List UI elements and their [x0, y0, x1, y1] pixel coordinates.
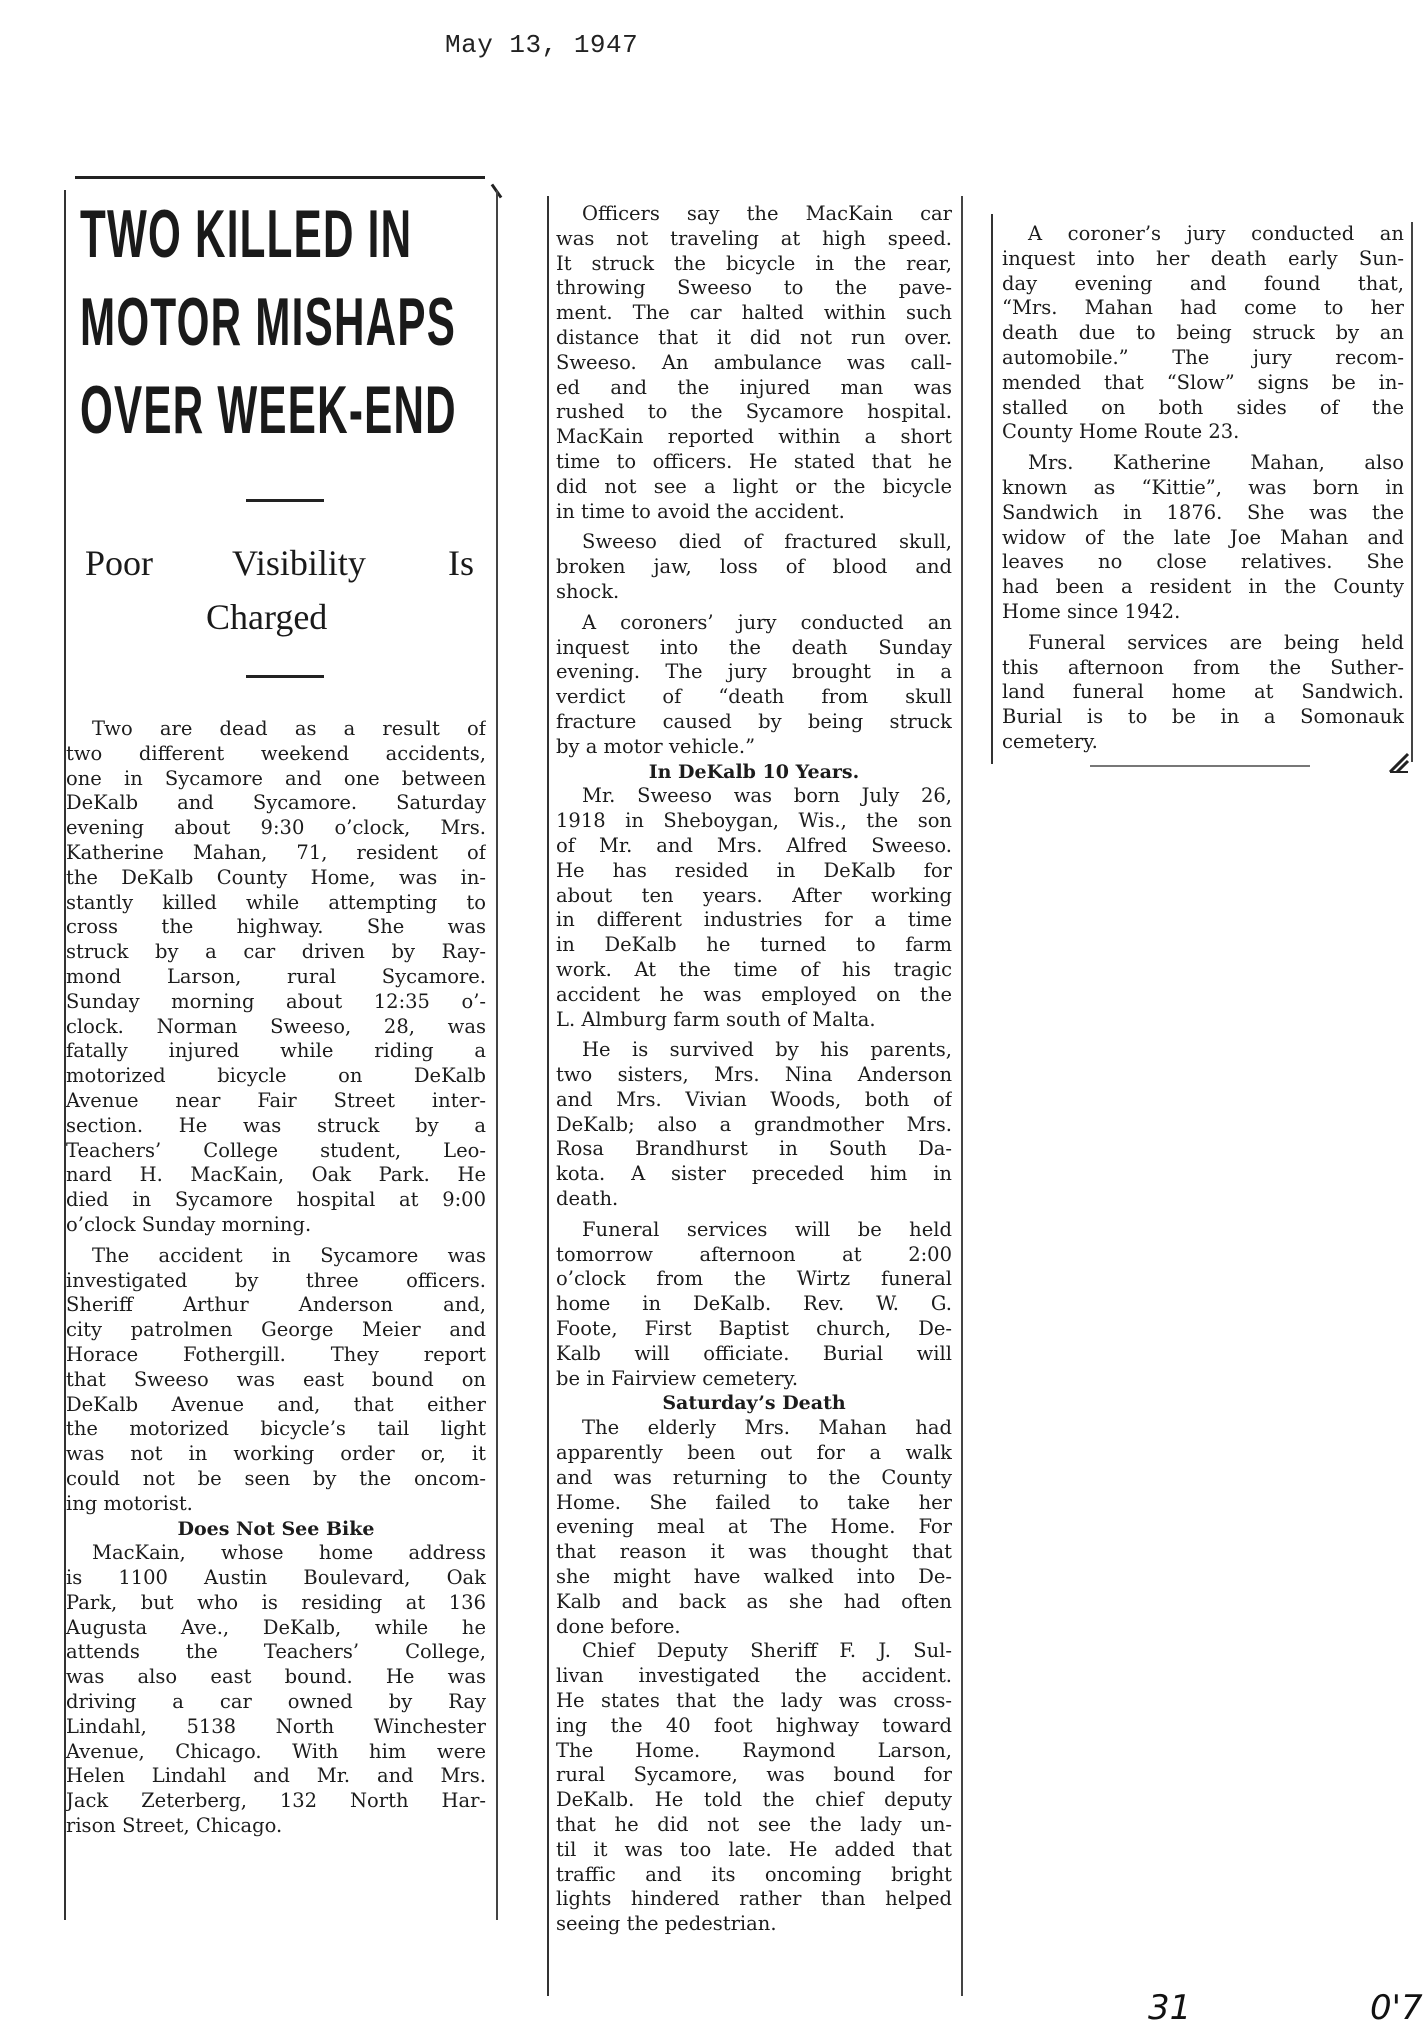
- text-line: MacKain, whose home address: [92, 1541, 486, 1565]
- text-line: rison Street, Chicago.: [66, 1814, 283, 1838]
- text-line: she might have walked into De-: [556, 1565, 952, 1589]
- handwritten-page-number: 31: [1148, 1988, 1192, 2028]
- text-line: broken jaw, loss of blood and: [556, 555, 952, 579]
- text-line: Lindahl, 5138 North Winchester: [66, 1714, 486, 1738]
- text-line: home in DeKalb. Rev. W. G.: [556, 1292, 952, 1316]
- text-line: was not traveling at high speed.: [556, 226, 952, 250]
- text-line: be in Fairview cemetery.: [556, 1366, 799, 1390]
- text-line: Home. She failed to take her: [556, 1490, 952, 1514]
- text-line: one in Sycamore and one between: [66, 766, 486, 790]
- text-line: day evening and found that,: [1002, 271, 1404, 295]
- text-line: Funeral services are being held: [1028, 630, 1404, 654]
- column1-right-border: [496, 190, 498, 1920]
- subheadline-divider: [246, 675, 324, 678]
- top-rule: [75, 176, 485, 179]
- text-line: DeKalb Avenue and, that either: [66, 1392, 486, 1416]
- text-line: o’clock from the Wirtz funeral: [556, 1267, 952, 1291]
- text-line: was not in working order or, it: [66, 1442, 486, 1466]
- text-line: Sunday morning about 12:35 o’-: [66, 989, 486, 1013]
- column3-left-border: [991, 214, 993, 764]
- text-line: stalled on both sides of the: [1002, 395, 1404, 419]
- text-line: distance that it did not run over.: [556, 325, 952, 349]
- text-line: He states that the lady was cross-: [556, 1689, 952, 1713]
- text-line: Katherine Mahan, 71, resident of: [66, 840, 486, 864]
- column3-bottom-rule: [1090, 765, 1310, 767]
- text-line: apparently been out for a walk: [556, 1441, 952, 1465]
- text-line: is 1100 Austin Boulevard, Oak: [66, 1566, 486, 1590]
- text-line: mond Larson, rural Sycamore.: [66, 964, 486, 988]
- text-line: fracture caused by being struck: [556, 709, 952, 733]
- text-line: ment. The car halted within such: [556, 301, 952, 325]
- text-line: He is survived by his parents,: [582, 1038, 952, 1062]
- subheadline-line-2: Charged: [206, 597, 328, 637]
- text-line: Augusta Ave., DeKalb, while he: [66, 1615, 486, 1639]
- section-subheading: Saturday’s Death: [662, 1392, 846, 1415]
- text-line: The accident in Sycamore was: [92, 1243, 486, 1267]
- text-line: ed and the injured man was: [556, 375, 952, 399]
- text-line: 1918 in Sheboygan, Wis., the son: [556, 809, 952, 833]
- headline-line-2: MOTOR MISHAPS: [80, 284, 457, 360]
- text-line: section. He was struck by a: [66, 1113, 486, 1137]
- text-line: traffic and its oncoming bright: [556, 1862, 952, 1886]
- text-line: Funeral services will be held: [582, 1217, 952, 1241]
- text-line: in DeKalb he turned to farm: [556, 933, 952, 957]
- text-line: Chief Deputy Sheriff F. J. Sul-: [582, 1639, 952, 1663]
- text-line: in different industries for a time: [556, 908, 952, 932]
- text-line: livan investigated the accident.: [556, 1664, 952, 1688]
- text-line: Burial is to be in a Somonauk: [1002, 705, 1404, 729]
- text-line: rural Sycamore, was bound for: [556, 1763, 952, 1787]
- section-subheading: In DeKalb 10 Years.: [648, 760, 860, 783]
- text-line: died in Sycamore hospital at 9:00: [66, 1188, 486, 1212]
- text-line: death due to being struck by an: [1002, 321, 1404, 345]
- text-line: in time to avoid the accident.: [556, 499, 845, 523]
- column2-right-border: [961, 196, 963, 1996]
- text-line: Sweeso. An ambulance was call-: [556, 350, 952, 374]
- text-line: automobile.” The jury recom-: [1002, 345, 1404, 369]
- text-line: that reason it was thought that: [556, 1540, 952, 1564]
- text-line: by a motor vehicle.”: [556, 734, 756, 758]
- text-line: Sandwich in 1876. She was the: [1002, 500, 1404, 524]
- text-line: and Mrs. Vivian Woods, both of: [556, 1087, 952, 1111]
- text-line: Avenue near Fair Street inter-: [66, 1088, 486, 1112]
- text-line: DeKalb. He told the chief deputy: [556, 1788, 952, 1812]
- text-line: tomorrow afternoon at 2:00: [556, 1242, 952, 1266]
- text-line: and was returning to the County: [556, 1465, 952, 1489]
- article-column-1: [66, 717, 486, 1839]
- column2-left-border: [547, 196, 549, 1996]
- text-line: time to officers. He stated that he: [556, 449, 952, 473]
- text-line: Foote, First Baptist church, De-: [556, 1317, 952, 1341]
- text-line: that he did not see the lady un-: [556, 1813, 952, 1836]
- article-column-2: [556, 202, 952, 1937]
- text-line: seeing the pedestrian.: [556, 1912, 777, 1936]
- column3-right-border: [1411, 222, 1413, 762]
- text-line: A coroner’s jury conducted an: [1028, 222, 1404, 245]
- text-line: land funeral home at Sandwich.: [1002, 680, 1404, 704]
- text-line: had been a resident in the County: [1002, 575, 1404, 599]
- text-line: L. Almburg farm south of Malta.: [556, 1007, 876, 1031]
- text-line: DeKalb and Sycamore. Saturday: [66, 791, 486, 815]
- text-line: kota. A sister preceded him in: [556, 1162, 952, 1186]
- text-line: known as “Kittie”, was born in: [1002, 475, 1404, 499]
- text-line: til it was too late. He added that: [556, 1837, 952, 1861]
- headline-line-3: OVER WEEK-END: [80, 372, 457, 448]
- text-line: mended that “Slow” signs be in-: [1002, 370, 1404, 394]
- text-line: struck by a car driven by Ray-: [66, 940, 486, 964]
- text-line: Avenue, Chicago. With him were: [66, 1739, 486, 1763]
- text-line: cross the highway. She was: [66, 915, 486, 939]
- text-line: throwing Sweeso to the pave-: [556, 276, 952, 300]
- text-line: evening about 9:30 o’clock, Mrs.: [66, 816, 486, 840]
- text-line: Horace Fothergill. They report: [66, 1342, 486, 1366]
- text-line: fatally injured while riding a: [66, 1039, 486, 1063]
- text-line: leaves no close relatives. She: [1002, 550, 1404, 574]
- text-line: Mrs. Katherine Mahan, also: [1028, 451, 1404, 475]
- text-line: attends the Teachers’ College,: [66, 1640, 486, 1664]
- text-line: accident he was employed on the: [556, 982, 952, 1006]
- text-line: could not be seen by the oncom-: [66, 1466, 486, 1490]
- text-line: two sisters, Mrs. Nina Anderson: [556, 1063, 952, 1087]
- text-line: inquest into her death early Sun-: [1002, 246, 1404, 270]
- text-line: shock.: [556, 579, 620, 603]
- text-line: stantly killed while attempting to: [66, 890, 486, 914]
- text-line: Rosa Brandhurst in South Da-: [556, 1137, 952, 1161]
- text-line: of Mr. and Mrs. Alfred Sweeso.: [556, 833, 952, 857]
- article-column-3: [1002, 222, 1404, 755]
- text-line: clock. Norman Sweeso, 28, was: [66, 1014, 486, 1038]
- text-line: lights hindered rather than helped: [556, 1887, 952, 1911]
- text-line: He has resided in DeKalb for: [556, 858, 952, 882]
- text-line: o’clock Sunday morning.: [66, 1212, 312, 1236]
- text-line: “Mrs. Mahan had come to her: [1002, 296, 1404, 320]
- text-line: Park, but who is residing at 136: [66, 1590, 486, 1614]
- text-line: ing motorist.: [66, 1491, 193, 1515]
- text-line: Mr. Sweeso was born July 26,: [582, 784, 952, 808]
- document-date: May 13, 1947: [445, 30, 639, 60]
- subheadline-word-3: Is: [448, 543, 474, 583]
- text-line: two different weekend accidents,: [66, 741, 486, 765]
- text-line: done before.: [556, 1614, 681, 1638]
- text-line: verdict of “death from skull: [556, 685, 952, 709]
- text-line: Home since 1942.: [1002, 599, 1181, 623]
- text-line: Jack Zeterberg, 132 North Har-: [66, 1789, 486, 1813]
- text-line: the motorized bicycle’s tail light: [66, 1417, 486, 1441]
- text-line: Sweeso died of fractured skull,: [582, 530, 952, 554]
- text-line: DeKalb; also a grandmother Mrs.: [556, 1112, 952, 1136]
- text-line: inquest into the death Sunday: [556, 635, 952, 659]
- handwritten-note: 0'7: [1370, 1988, 1423, 2028]
- section-subheading: Does Not See Bike: [177, 1517, 375, 1540]
- text-line: that Sweeso was east bound on: [66, 1367, 486, 1391]
- text-line: Two are dead as a result of: [92, 717, 486, 740]
- text-line: motorized bicycle on DeKalb: [66, 1064, 486, 1088]
- text-line: death.: [556, 1187, 619, 1211]
- text-line: rushed to the Sycamore hospital.: [556, 400, 952, 424]
- text-line: was also east bound. He was: [66, 1665, 486, 1689]
- text-line: Helen Lindahl and Mr. and Mrs.: [66, 1764, 486, 1788]
- text-line: about ten years. After working: [556, 883, 952, 907]
- text-line: evening meal at The Home. For: [556, 1515, 952, 1539]
- text-line: The elderly Mrs. Mahan had: [582, 1416, 952, 1440]
- text-line: widow of the late Joe Mahan and: [1002, 525, 1404, 549]
- text-line: It struck the bicycle in the rear,: [556, 251, 952, 275]
- text-line: city patrolmen George Meier and: [66, 1318, 486, 1342]
- text-line: this afternoon from the Suther-: [1002, 655, 1404, 679]
- subheadline-word-2: Visibility: [232, 543, 366, 583]
- text-line: Officers say the MacKain car: [582, 202, 952, 225]
- text-line: Sheriff Arthur Anderson and,: [66, 1293, 486, 1317]
- text-line: nard H. MacKain, Oak Park. He: [66, 1163, 486, 1187]
- headline-divider: [246, 499, 324, 502]
- text-line: Teachers’ College student, Leo-: [66, 1138, 486, 1162]
- text-line: A coroners’ jury conducted an: [582, 610, 952, 634]
- text-line: the DeKalb County Home, was in-: [66, 865, 486, 889]
- text-line: driving a car owned by Ray: [66, 1690, 486, 1714]
- subheadline-word-1: Poor: [85, 543, 154, 583]
- text-line: investigated by three officers.: [66, 1268, 486, 1292]
- headline-line-1: TWO KILLED IN: [80, 196, 413, 272]
- text-line: Kalb and back as she had often: [556, 1589, 952, 1613]
- text-line: County Home Route 23.: [1002, 420, 1240, 444]
- corner-fold-icon: [1388, 752, 1410, 774]
- text-line: did not see a light or the bicycle: [556, 474, 952, 498]
- text-line: ing the 40 foot highway toward: [556, 1713, 952, 1737]
- text-line: MacKain reported within a short: [556, 425, 952, 449]
- text-line: The Home. Raymond Larson,: [556, 1738, 952, 1762]
- text-line: evening. The jury brought in a: [556, 660, 952, 684]
- text-line: cemetery.: [1002, 729, 1098, 753]
- text-line: work. At the time of his tragic: [556, 957, 952, 981]
- text-line: Kalb will officiate. Burial will: [556, 1341, 952, 1365]
